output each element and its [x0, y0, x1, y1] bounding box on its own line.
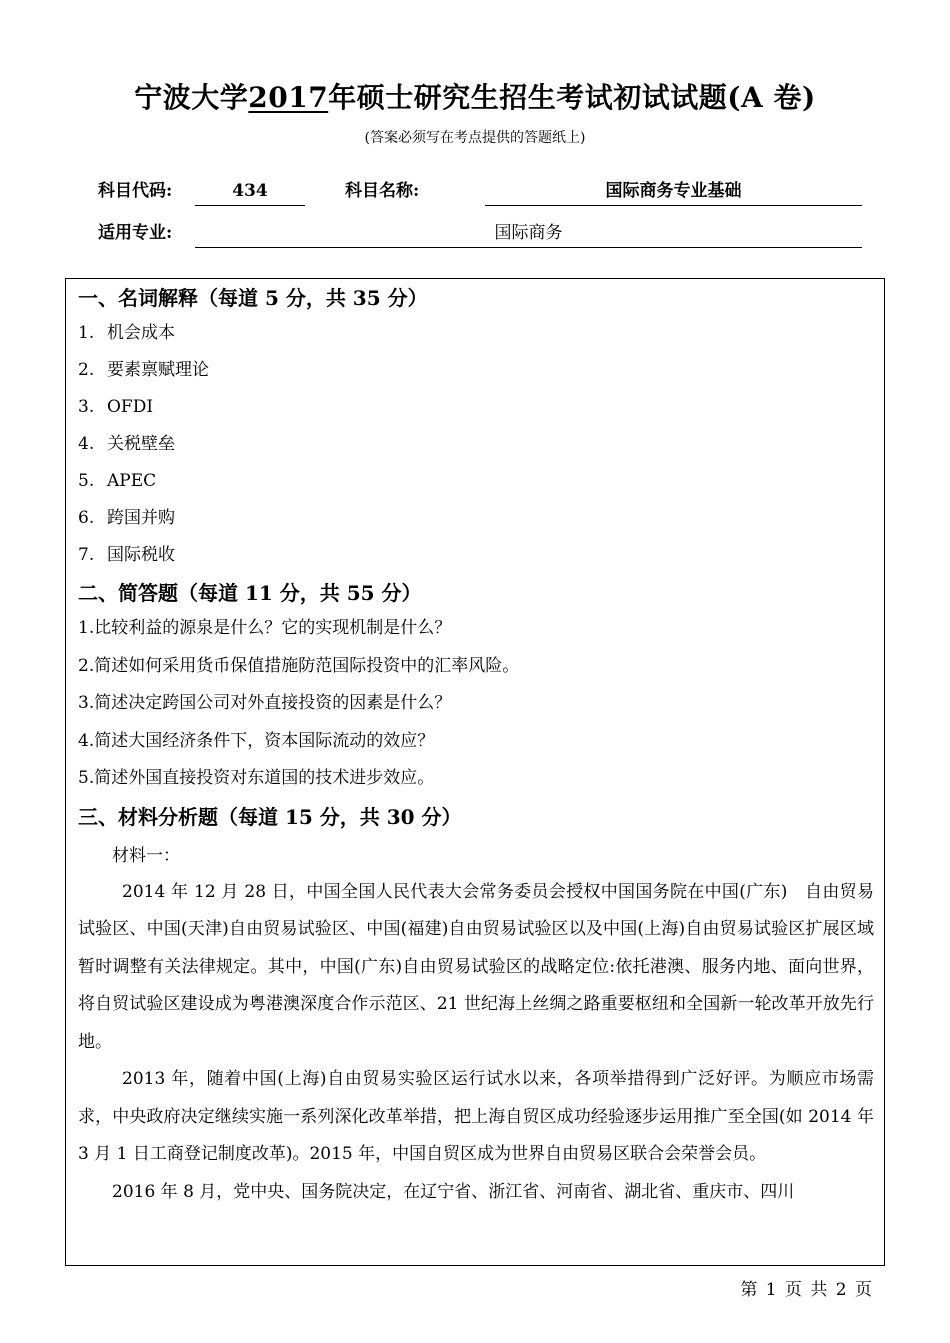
section2-heading: 二、简答题（每道 11 分，共 55 分） — [78, 581, 422, 605]
material-paragraph: 2014 年 12 月 28 日，中国全国人民代表大会常务委员会授权中国国务院在中国(广东) 自由贸易试验区、中国(天津)自由贸易试验区、中国(福建)自由贸易试验区以及中国(上海)自由贸易试验区扩展区域暂时调整有关法律规定。其中，中国(广东)自由贸易试验区的战略定位:依托港澳、服务内地、面向世界，将自贸试验区建设成为粤港澳深度合作示范区、21 世纪海上丝绸之路重要枢纽和全国新一轮改革开放先行地。 — [78, 881, 874, 1052]
question-item: 1.比较利益的源泉是什么？它的实现机制是什么？ — [78, 618, 452, 638]
term-item: 2. 要素禀赋理论 — [78, 360, 209, 380]
subject-code-label: 科目代码: — [98, 181, 173, 201]
page-number: 第 1 页 共 2 页 — [740, 1280, 872, 1300]
exam-title — [0, 80, 950, 116]
major-label: 适用专业: — [98, 223, 173, 243]
title-year: 2017 — [248, 81, 329, 114]
subject-name-value: 国际商务专业基础 — [485, 179, 862, 206]
title-prefix: 宁波大学 — [134, 81, 249, 114]
subject-code-value: 434 — [195, 179, 305, 206]
section3-heading: 三、材料分析题（每道 15 分，共 30 分） — [78, 804, 462, 829]
term-item: 7. 国际税收 — [78, 545, 175, 565]
question-item: 4.简述大国经济条件下，资本国际流动的效应？ — [78, 730, 435, 751]
question-item: 2.简述如何采用货币保值措施防范国际投资中的汇率风险。 — [78, 655, 520, 676]
question-box — [65, 278, 885, 1266]
question-item: 5.简述外国直接投资对东道国的技术进步效应。 — [78, 768, 435, 788]
term-item: 5. APEC — [78, 471, 157, 491]
subject-name-label: 科目名称: — [345, 181, 420, 201]
material-paragraph: 2013 年，随着中国(上海)自由贸易实验区运行试水以来，各项举措得到广泛好评。为顺应市场需求，中央政府决定继续实施一系列深化改革举措，把上海自贸区成功经验逐步运用推广至全国(如 2014 年 3 月 1 日工商登记制度改革)。2015 年，中国自贸区成为世界自由贸易区联合会荣誉会员。 — [78, 1069, 874, 1164]
term-item: 6. 跨国并购 — [78, 508, 175, 528]
title-suffix: 年硕士研究生招生考试初试试题(A 卷) — [328, 81, 816, 114]
question-item: 3.简述决定跨国公司对外直接投资的因素是什么？ — [78, 693, 452, 713]
section1-heading: 一、名词解释（每道 5 分，共 35 分） — [78, 286, 428, 310]
major-value: 国际商务 — [195, 221, 862, 248]
term-item: 3. OFDI — [78, 397, 154, 417]
term-item: 1. 机会成本 — [78, 323, 175, 343]
term-item: 4. 关税壁垒 — [78, 434, 175, 454]
material-label: 材料一： — [112, 845, 180, 866]
material-paragraph: 2016 年 8 月，党中央、国务院决定，在辽宁省、浙江省、河南省、湖北省、重庆市、四川 — [112, 1181, 795, 1202]
exam-subtitle: (答案必须写在考点提供的答题纸上) — [364, 130, 586, 146]
